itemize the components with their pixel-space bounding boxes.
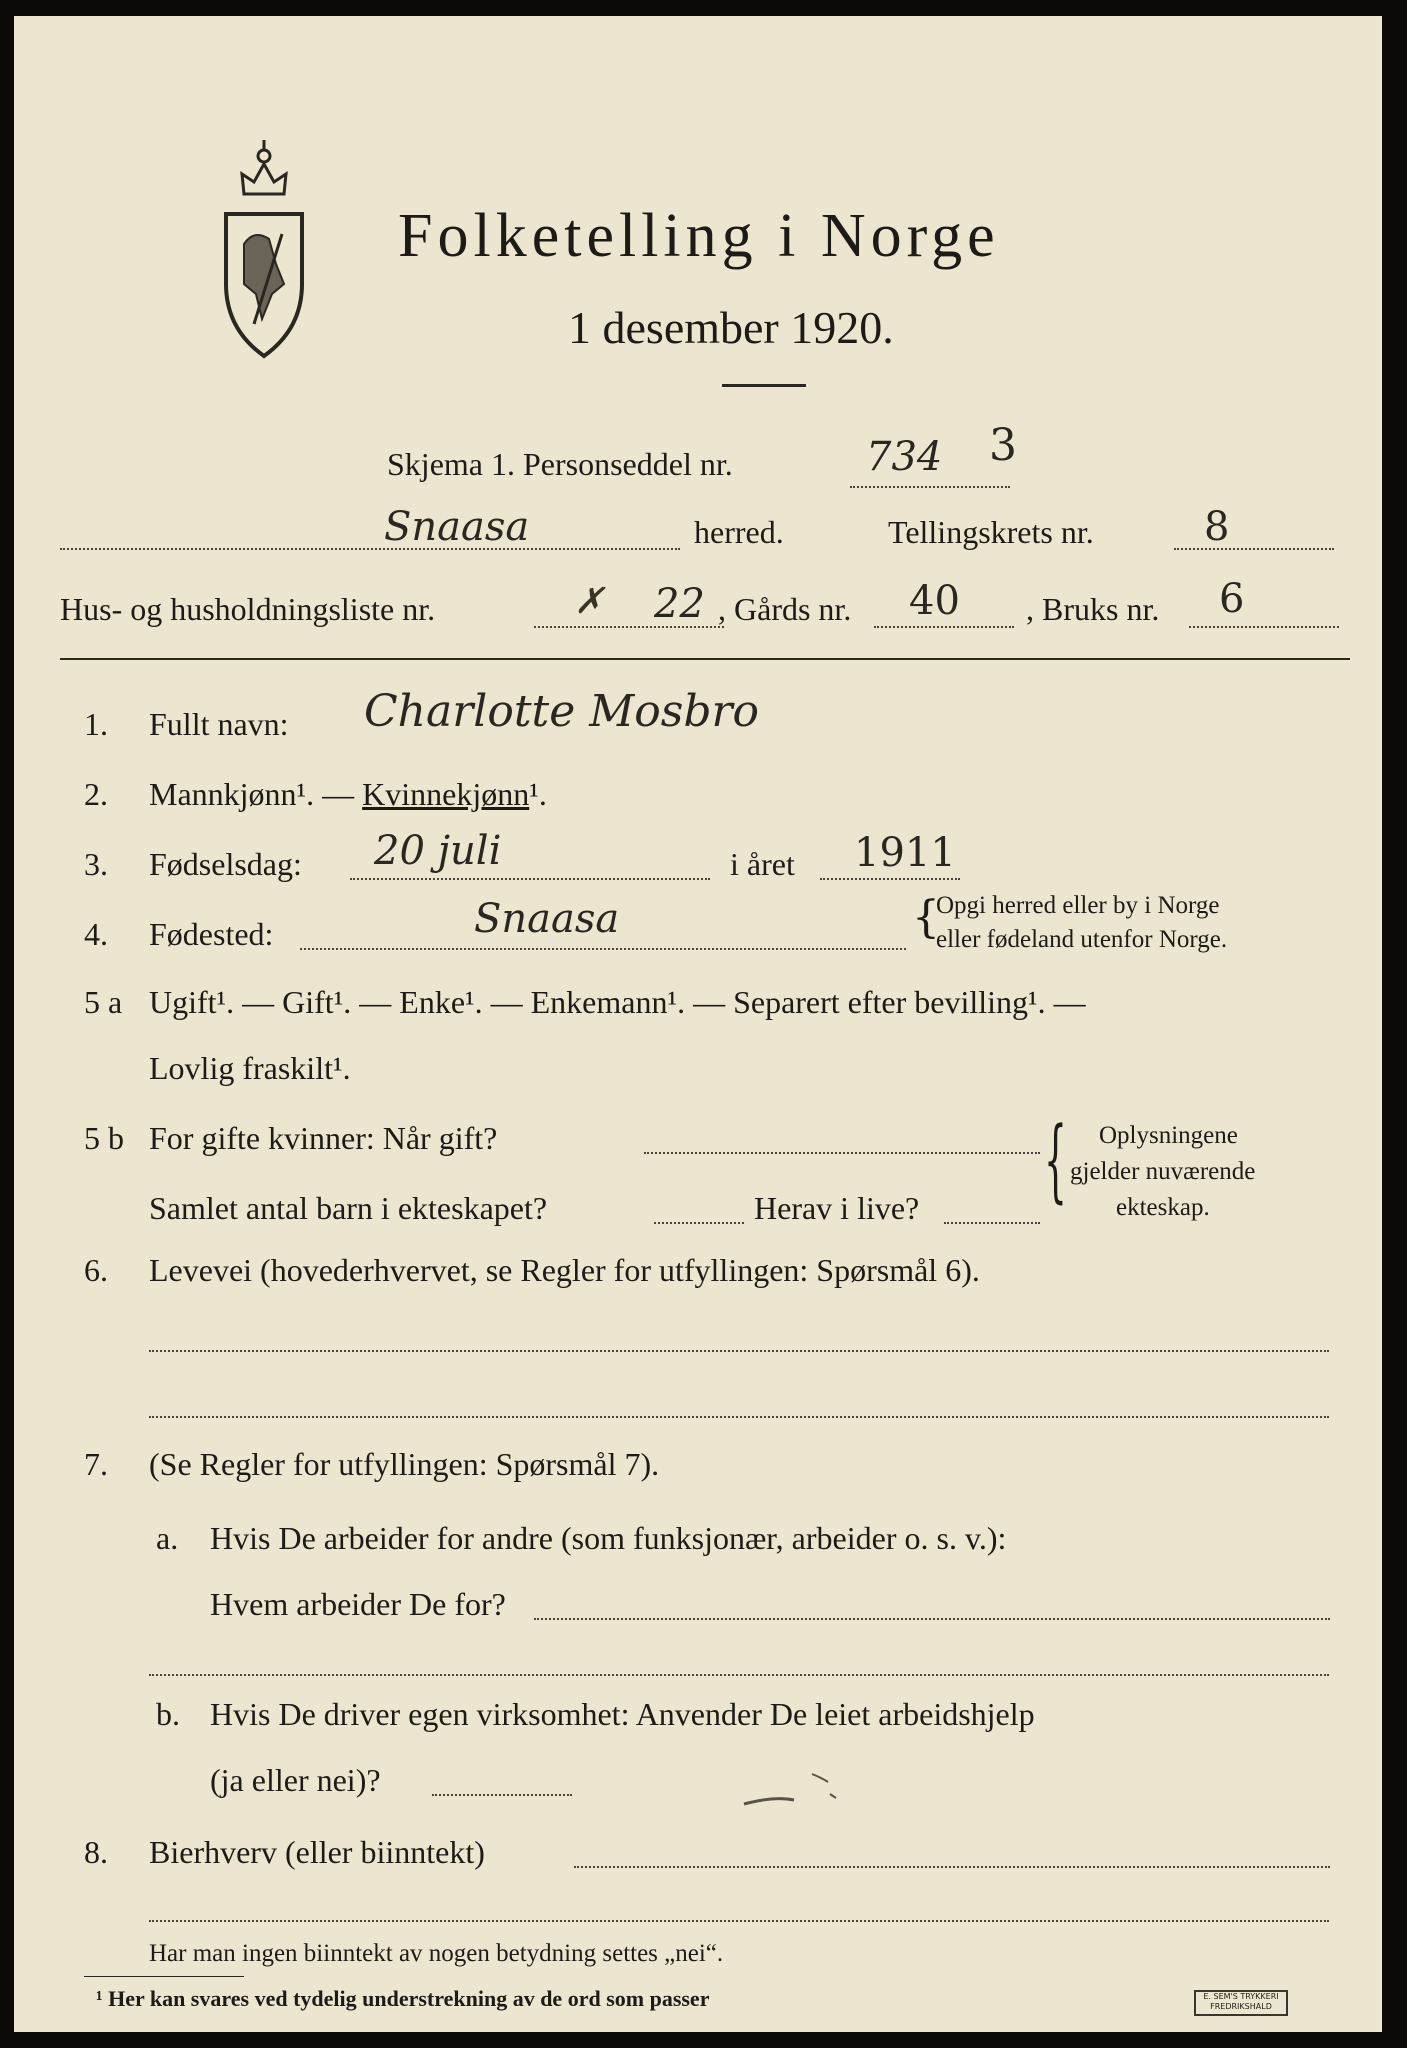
bruks-label: , Bruks nr.	[1026, 591, 1160, 627]
herred-value: Snaasa	[384, 504, 530, 550]
census-date: 1 desember 1920.	[568, 302, 894, 353]
q5b-line2a-dots	[654, 1222, 744, 1224]
tellingskrets-label: Tellingskrets nr.	[888, 514, 1094, 550]
q5b-line1: For gifte kvinner: Når gift?	[149, 1120, 498, 1156]
q7b-number: b.	[156, 1696, 180, 1732]
q3-year-value: 1911	[854, 830, 956, 876]
printer-stamp-line-2: FREDRIKSHALD	[1210, 2002, 1272, 2011]
q7-number: 7.	[84, 1446, 108, 1482]
q8-line	[574, 1866, 1330, 1868]
personseddel-value: 734	[866, 434, 943, 480]
q4-label: Fødested:	[149, 916, 274, 952]
q4-number: 4.	[84, 916, 108, 952]
personseddel-line	[850, 486, 1010, 488]
q7a-line1: Hvis De arbeider for andre (som funksjonær, arbeider o. s. v.):	[210, 1520, 1007, 1556]
q4-note-1: Opgi herred eller by i Norge	[936, 892, 1220, 919]
q3-value: 20 juli	[374, 828, 502, 874]
q3-line	[350, 878, 710, 880]
herred-line	[60, 548, 680, 550]
q7a-number: a.	[156, 1520, 179, 1556]
coat-of-arms-icon	[214, 134, 314, 362]
hus-label: Hus- og husholdningsliste nr.	[60, 591, 436, 627]
q4-line	[300, 948, 906, 950]
bruks-line	[1189, 626, 1339, 628]
q5b-brace: {	[1044, 1108, 1067, 1213]
q6-number: 6.	[84, 1252, 108, 1288]
title-divider	[722, 384, 806, 387]
q5b-note-2: gjelder nuværende	[1070, 1158, 1256, 1185]
q5a-line1: Ugift¹. — Gift¹. — Enke¹. — Enkemann¹. — Separert efter bevilling¹. —	[149, 984, 1086, 1020]
q7b-line2-dots	[432, 1794, 572, 1796]
printer-stamp	[1194, 1990, 1288, 2016]
q3-year-line	[820, 878, 960, 880]
gards-label: , Gårds nr.	[718, 591, 852, 627]
bruks-value: 6	[1219, 576, 1245, 622]
q5b-line2a: Samlet antal barn i ekteskapet?	[149, 1190, 548, 1226]
q8-number: 8.	[84, 1834, 108, 1870]
tellingskrets-line	[1174, 548, 1334, 550]
q7a-line2-dots	[534, 1618, 1330, 1620]
q2-kvinnekjonn: Kvinnekjønn	[362, 776, 530, 812]
q2-label	[149, 776, 547, 813]
printer-stamp-line-1: E. SEM'S TRYKKERI	[1203, 1992, 1279, 2001]
q4-brace: {	[912, 892, 940, 943]
q5b-line2b-dots	[944, 1222, 1040, 1224]
q6-line-2	[149, 1416, 1329, 1418]
footnote-divider	[84, 1976, 244, 1977]
gards-value: 40	[909, 578, 960, 624]
gards-line	[874, 626, 1014, 628]
hus-struck-value: ✗	[574, 581, 605, 622]
header-divider	[60, 658, 1350, 660]
q6-label: Levevei (hovederhvervet, se Regler for utfyllingen: Spørsmål 6).	[149, 1252, 980, 1288]
q3-number: 3.	[84, 846, 108, 882]
q2-mannkjonn: Mannkjønn¹. —	[149, 776, 363, 812]
q8-label: Bierhverv (eller biinntekt)	[149, 1834, 485, 1870]
q2-suffix: ¹.	[529, 776, 547, 812]
stray-pen-mark	[734, 1764, 854, 1814]
footnote: ¹ Her kan svares ved tydelig understrekning av de ord som passer	[96, 1986, 710, 2011]
q3-label: Fødselsdag:	[149, 846, 302, 882]
q1-label: Fullt navn:	[149, 706, 289, 742]
q8-extra-line	[149, 1920, 1329, 1922]
skjema-label: Skjema 1. Personseddel nr.	[387, 446, 733, 482]
q4-value: Snaasa	[474, 896, 620, 942]
q7b-line1: Hvis De driver egen virksomhet: Anvender De leiet arbeidshjelp	[210, 1696, 1035, 1732]
tellingskrets-value: 8	[1204, 504, 1230, 550]
q5b-note-3: ekteskap.	[1116, 1194, 1210, 1221]
q7a-line2: Hvem arbeider De for?	[210, 1586, 506, 1622]
q2-number: 2.	[84, 776, 108, 812]
q1-number: 1.	[84, 706, 108, 742]
form-title: Folketelling i Norge	[398, 202, 1000, 270]
q5b-number: 5 b	[84, 1120, 124, 1156]
personseddel-extra: 3	[989, 420, 1017, 471]
q5b-line1-dots	[644, 1152, 1040, 1154]
q5b-note-1: Oplysningene	[1099, 1122, 1238, 1149]
q5a-number: 5 a	[84, 984, 123, 1020]
q5b-line2b: Herav i live?	[754, 1190, 920, 1226]
herred-label: herred.	[694, 514, 784, 550]
census-form	[14, 16, 1382, 2032]
q5a-line2: Lovlig fraskilt¹.	[149, 1050, 351, 1086]
q7a-extra-line	[149, 1674, 1329, 1676]
q4-note-2: eller fødeland utenfor Norge.	[936, 926, 1228, 953]
q3-year-label: i året	[730, 846, 795, 882]
bottom-note: Har man ingen biinntekt av nogen betydning settes „nei“.	[149, 1940, 724, 1967]
q6-line-1	[149, 1350, 1329, 1352]
q7b-line2: (ja eller nei)?	[210, 1762, 381, 1798]
q1-value: Charlotte Mosbro	[364, 686, 760, 737]
hus-value: 22	[654, 581, 705, 627]
q7-label: (Se Regler for utfyllingen: Spørsmål 7).	[149, 1446, 660, 1482]
